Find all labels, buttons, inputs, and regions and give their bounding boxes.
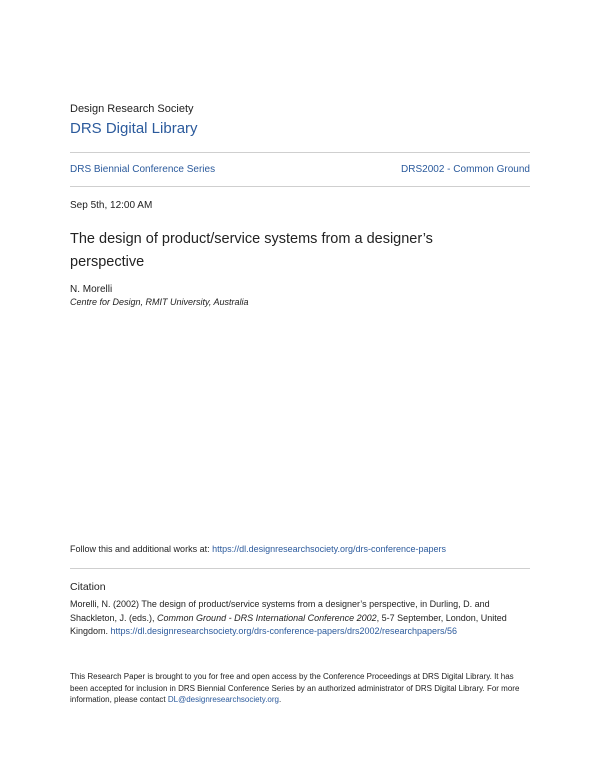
series-link[interactable]: DRS Biennial Conference Series: [70, 164, 216, 175]
access-notice: [70, 671, 532, 706]
citation-italic: Common Ground - DRS International Conference 2002: [157, 612, 377, 623]
divider-nav: [70, 186, 530, 187]
notice-text: This Research Paper is brought to you for free and open access by the Conference Proceedings at DRS Digital Library. It has been accepted for inclusion in DRS Biennial Conference Series by an authorized administrator of DRS Digital Library. For more information, please contact: [70, 672, 520, 704]
divider-top: [70, 152, 530, 153]
paper-author: N. Morelli: [70, 284, 113, 295]
citation-text: [70, 598, 532, 639]
paper-affiliation: Centre for Design, RMIT University, Australia: [70, 297, 249, 307]
divider-citation: [70, 568, 530, 569]
society-name: Design Research Society: [70, 103, 194, 115]
follow-text: Follow this and additional works at:: [70, 544, 213, 554]
library-link[interactable]: DRS Digital Library: [70, 120, 198, 137]
conference-link[interactable]: DRS2002 - Common Ground: [401, 164, 530, 175]
contact-email-link[interactable]: DL@designresearchsociety.org: [167, 695, 279, 704]
notice-end: .: [278, 695, 282, 704]
paper-date: Sep 5th, 12:00 AM: [70, 200, 153, 211]
follow-link[interactable]: https://dl.designresearchsociety.org/drs-conference-papers: [212, 544, 447, 554]
citation-part2: , 5-7 September, London, United Kingdom.: [70, 612, 507, 636]
citation-part1: Morelli, N. (2002) The design of product/service systems from a designer’s perspective, in Durling, D. and Shackleton, J. (eds.),: [70, 599, 490, 623]
paper-title: The design of product/service systems from a designer’s perspective: [70, 231, 433, 270]
citation-link[interactable]: https://dl.designresearchsociety.org/drs-conference-papers/drs2002/researchpapers/56: [110, 626, 458, 636]
follow-line: [70, 544, 446, 554]
citation-heading: Citation: [70, 581, 106, 593]
